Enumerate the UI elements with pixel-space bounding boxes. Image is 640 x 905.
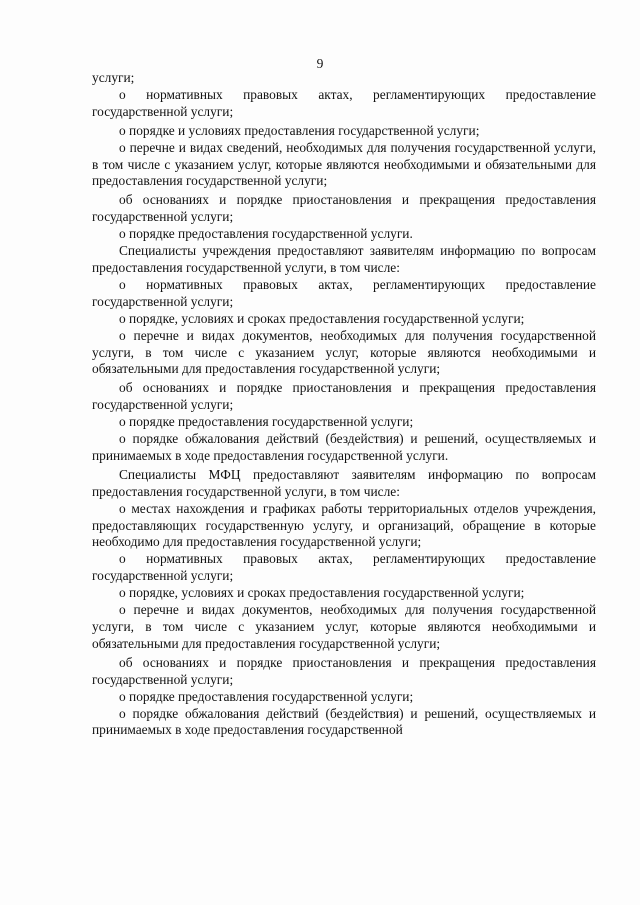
paragraph: об основаниях и порядке приостановления и прекращения предоставления государственной услуги; bbox=[92, 654, 596, 687]
paragraph: Специалисты учреждения предоставляют заявителям информацию по вопросам предоставления государственной услуги, в том числе: bbox=[92, 243, 596, 275]
paragraph: о порядке, условиях и сроках предоставления государственной услуги; bbox=[119, 585, 525, 601]
paragraph: Специалисты МФЦ предоставляют заявителям информацию по вопросам предоставления государственной услуги, в том числе: bbox=[92, 466, 596, 499]
page-number: 9 bbox=[316, 56, 324, 71]
paragraph: о нормативных правовых актах, регламентирующих предоставление государственной услуги; bbox=[92, 276, 596, 309]
paragraph: о порядке обжалования действий (бездействия) и решений, осуществляемых и принимаемых в ходе предоставления государственной bbox=[92, 705, 596, 738]
paragraph: услуги; bbox=[92, 70, 135, 85]
paragraph: о местах нахождения и графиках работы территориальных отделов учреждения, предоставляющих государственную услугу, и организаций, обращение в которые необходимо для предоставления государственной услуги; bbox=[92, 500, 596, 550]
paragraph: о порядке и условиях предоставления государственной услуги; bbox=[119, 122, 480, 138]
paragraph: о нормативных правовых актах, регламентирующих предоставление государственной услуги; bbox=[92, 86, 596, 119]
paragraph: об основаниях и порядке приостановления и прекращения предоставления государственной услуги; bbox=[92, 380, 596, 413]
paragraph: о порядке предоставления государственной услуги. bbox=[119, 226, 413, 242]
paragraph: об основаниях и порядке приостановления и прекращения предоставления государственной услуги; bbox=[92, 192, 596, 225]
paragraph: о перечне и видах документов, необходимых для получения государственной услуги, в том числе с указанием услуг, которые являются необходимыми и обязательными для предоставления государственной услуги; bbox=[92, 327, 596, 377]
paragraph: о нормативных правовых актах, регламентирующих предоставление государственной услуги; bbox=[92, 551, 596, 584]
paragraph: о перечне и видах сведений, необходимых для получения государственной услуги, в том числе с указанием услуг, которые являются необходимыми и обязательными для предоставления государственной услуги; bbox=[92, 139, 596, 189]
paragraph: о порядке предоставления государственной услуги; bbox=[119, 414, 414, 430]
paragraph: о порядке обжалования действий (бездействия) и решений, осуществляемых и принимаемых в ходе предоставления государственной услуги. bbox=[92, 431, 596, 463]
paragraph: о порядке, условиях и сроках предоставления государственной услуги; bbox=[119, 310, 525, 326]
body-text bbox=[92, 70, 596, 739]
paragraph: о порядке предоставления государственной услуги; bbox=[119, 688, 414, 704]
paragraph: о перечне и видах документов, необходимых для получения государственной услуги, в том числе с указанием услуг, которые являются необходимыми и обязательными для предоставления государственной услуги; bbox=[92, 602, 596, 651]
